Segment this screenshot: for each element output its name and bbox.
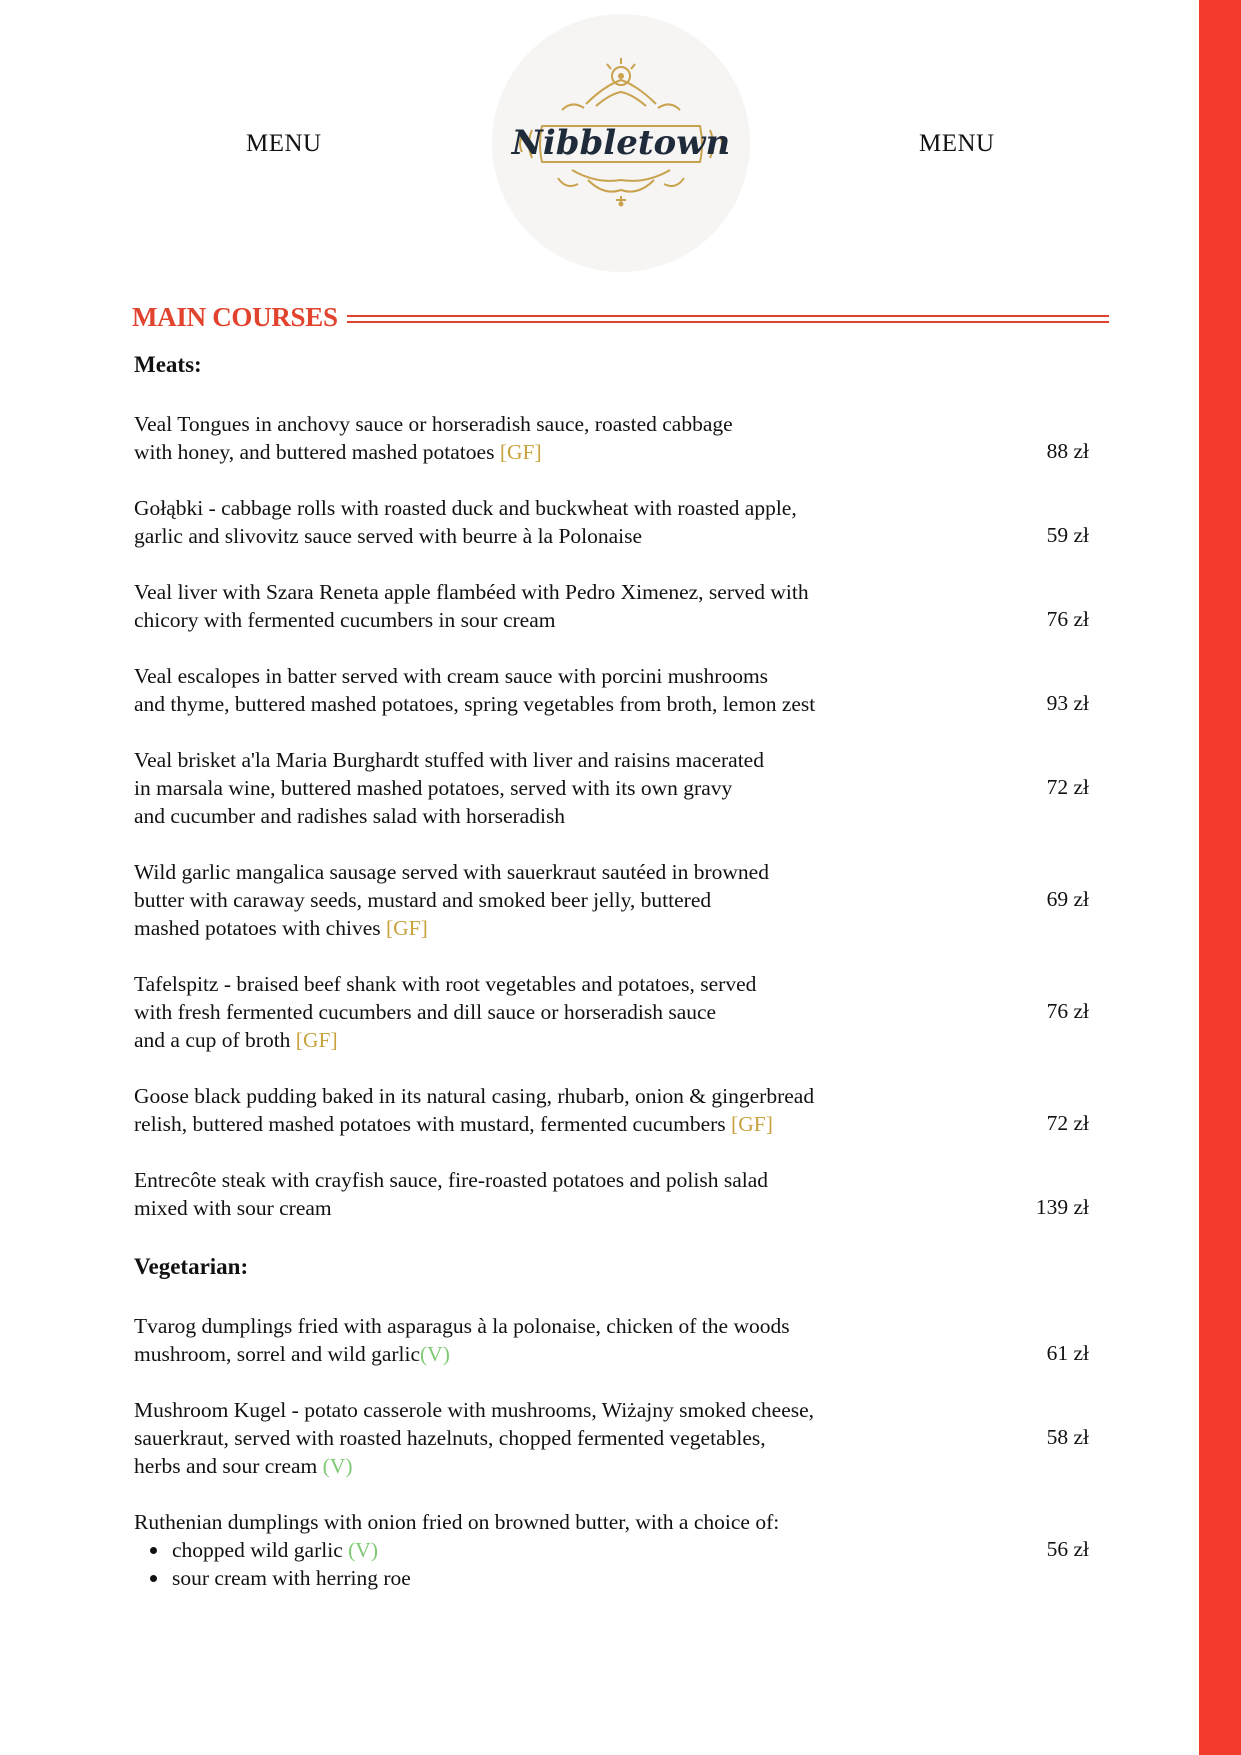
menu-item-text: in marsala wine, buttered mashed potatoes, served with its own gravy — [134, 776, 733, 800]
menu-item-price: 76 zł — [1046, 607, 1089, 631]
logo-badge — [492, 14, 750, 272]
menu-item-text: Veal liver with Szara Reneta apple flambéed with Pedro Ximenez, served with — [134, 580, 809, 604]
menu-item-text: Wild garlic mangalica sausage served with sauerkraut sautéed in browned — [134, 860, 769, 884]
menu-item-description-line — [134, 1312, 976, 1340]
menu-item — [134, 746, 976, 830]
menu-item-price: 59 zł — [1046, 523, 1089, 547]
menu-item — [134, 494, 976, 550]
section-title: MAIN COURSES — [132, 302, 338, 332]
menu-item-price: 56 zł — [1046, 1537, 1089, 1561]
menu-item-description-line — [134, 802, 976, 830]
menu-item-description-line — [134, 746, 976, 774]
choice-text: chopped wild garlic — [172, 1538, 349, 1562]
menu-item-intro: Ruthenian dumplings with onion fried on browned butter, with a choice of: — [134, 1510, 780, 1534]
header-menu-right: MENU — [919, 130, 995, 157]
choice-option — [134, 1536, 976, 1564]
menu-item-text: and cucumber and radishes salad with horseradish — [134, 804, 566, 828]
category-meats: Meats: — [134, 352, 202, 377]
menu-item-text: with honey, and buttered mashed potatoes — [134, 440, 500, 464]
menu-item-text: relish, buttered mashed potatoes with mustard, fermented cucumbers — [134, 1112, 732, 1136]
menu-item-text: and a cup of broth — [134, 1028, 296, 1052]
menu-item — [134, 1508, 976, 1592]
menu-item-description-line — [134, 970, 976, 998]
menu-item-text: Mushroom Kugel - potato casserole with mushrooms, Wiżajny smoked cheese, — [134, 1398, 815, 1422]
choice-list — [134, 1536, 976, 1592]
gluten-free-tag: [GF] — [731, 1112, 773, 1136]
menu-item-price: 69 zł — [1046, 887, 1089, 911]
menu-item — [134, 578, 976, 634]
gluten-free-tag: [GF] — [499, 440, 542, 464]
menu-item-description-line — [134, 1166, 976, 1194]
menu-item-description-line — [134, 1110, 976, 1138]
menu-item-text: chicory with fermented cucumbers in sour cream — [134, 608, 556, 632]
menu-item-description-line — [134, 998, 976, 1026]
menu-item-description-line — [134, 1396, 976, 1424]
menu-item-text: Tafelspitz - braised beef shank with root vegetables and potatoes, served — [134, 972, 757, 996]
menu-item-price: 72 zł — [1046, 1111, 1089, 1135]
menu-item-description-line — [134, 774, 976, 802]
menu-item-description-line — [134, 914, 976, 942]
menu-item-description-line — [134, 886, 976, 914]
gluten-free-tag: [GF] — [295, 1028, 338, 1052]
menu-item — [134, 1312, 976, 1368]
menu-item-text: mixed with sour cream — [134, 1196, 332, 1220]
menu-item-text: Entrecôte steak with crayfish sauce, fire-roasted potatoes and polish salad — [134, 1168, 769, 1192]
menu-item-price: 139 zł — [1035, 1195, 1089, 1219]
menu-item-price: 93 zł — [1046, 691, 1089, 715]
vegetarian-tag: (V) — [322, 1454, 353, 1478]
menu-item — [134, 1166, 976, 1222]
menu-item-description-line — [134, 410, 976, 438]
menu-item-text: Veal brisket a'la Maria Burghardt stuffed with liver and raisins macerated — [134, 748, 764, 772]
menu-item-description-line — [134, 1452, 976, 1480]
logo-emblem — [492, 14, 750, 272]
vegetarian-tag: (V) — [420, 1342, 450, 1366]
menu-item-description-line — [134, 522, 976, 550]
menu-item-description-line — [134, 690, 976, 718]
menu-item-description-line — [134, 1424, 976, 1452]
choice-option — [134, 1564, 976, 1592]
menu-item-text: with fresh fermented cucumbers and dill sauce or horseradish sauce — [134, 1000, 717, 1024]
menu-item-text: Tvarog dumplings fried with asparagus à la polonaise, chicken of the woods — [134, 1314, 790, 1338]
menu-item-text: sauerkraut, served with roasted hazelnuts, chopped fermented vegetables, — [134, 1426, 766, 1450]
menu-item-text: butter with caraway seeds, mustard and smoked beer jelly, buttered — [134, 888, 712, 912]
menu-item-price: 61 zł — [1046, 1341, 1089, 1365]
menu-item-description-line — [134, 662, 976, 690]
menu-item-text: herbs and sour cream — [134, 1454, 323, 1478]
choice-text: sour cream with herring roe — [172, 1566, 411, 1590]
menu-item-text: mushroom, sorrel and wild garlic — [134, 1342, 421, 1366]
menu-item — [134, 410, 976, 466]
menu-item-price: 58 zł — [1046, 1425, 1089, 1449]
menu-item-description-line — [134, 1082, 976, 1110]
menu-item-description-line — [134, 606, 976, 634]
menu-item-description-line — [134, 1340, 976, 1368]
menu-item-text: garlic and slivovitz sauce served with beurre à la Polonaise — [134, 524, 643, 548]
menu-item-price: 76 zł — [1046, 999, 1089, 1023]
menu-item-description-line — [134, 1026, 976, 1054]
menu-item — [134, 662, 976, 718]
menu-item-text: Goose black pudding baked in its natural casing, rhubarb, onion & gingerbread — [134, 1084, 815, 1108]
section-divider — [347, 315, 1109, 325]
header-menu-left: MENU — [246, 130, 322, 157]
menu-item-text: mashed potatoes with chives — [134, 916, 386, 940]
logo-wordmark: Nibbletown — [511, 123, 731, 163]
menu-item-price: 72 zł — [1046, 775, 1089, 799]
menu-item-description-line — [134, 438, 976, 466]
menu-item — [134, 858, 976, 942]
menu-item — [134, 970, 976, 1054]
menu-item-description-line — [134, 858, 976, 886]
menu-item-text: Veal escalopes in batter served with cream sauce with porcini mushrooms — [134, 664, 769, 688]
menu-item — [134, 1396, 976, 1480]
gluten-free-tag: [GF] — [385, 916, 428, 940]
menu-item-description-line — [134, 494, 976, 522]
menu-item-text: and thyme, buttered mashed potatoes, spring vegetables from broth, lemon zest — [134, 692, 816, 716]
menu-item-price: 88 zł — [1046, 439, 1089, 463]
vegetarian-tag: (V) — [348, 1538, 378, 1562]
menu-item-text: Veal Tongues in anchovy sauce or horseradish sauce, roasted cabbage — [134, 412, 733, 436]
side-accent-bar — [1199, 0, 1241, 1755]
menu-item-description-line — [134, 578, 976, 606]
menu-item — [134, 1082, 976, 1138]
category-vegetarian: Vegetarian: — [134, 1254, 249, 1279]
menu-item-description-line — [134, 1194, 976, 1222]
menu-item-text: Gołąbki - cabbage rolls with roasted duck and buckwheat with roasted apple, — [134, 496, 797, 520]
